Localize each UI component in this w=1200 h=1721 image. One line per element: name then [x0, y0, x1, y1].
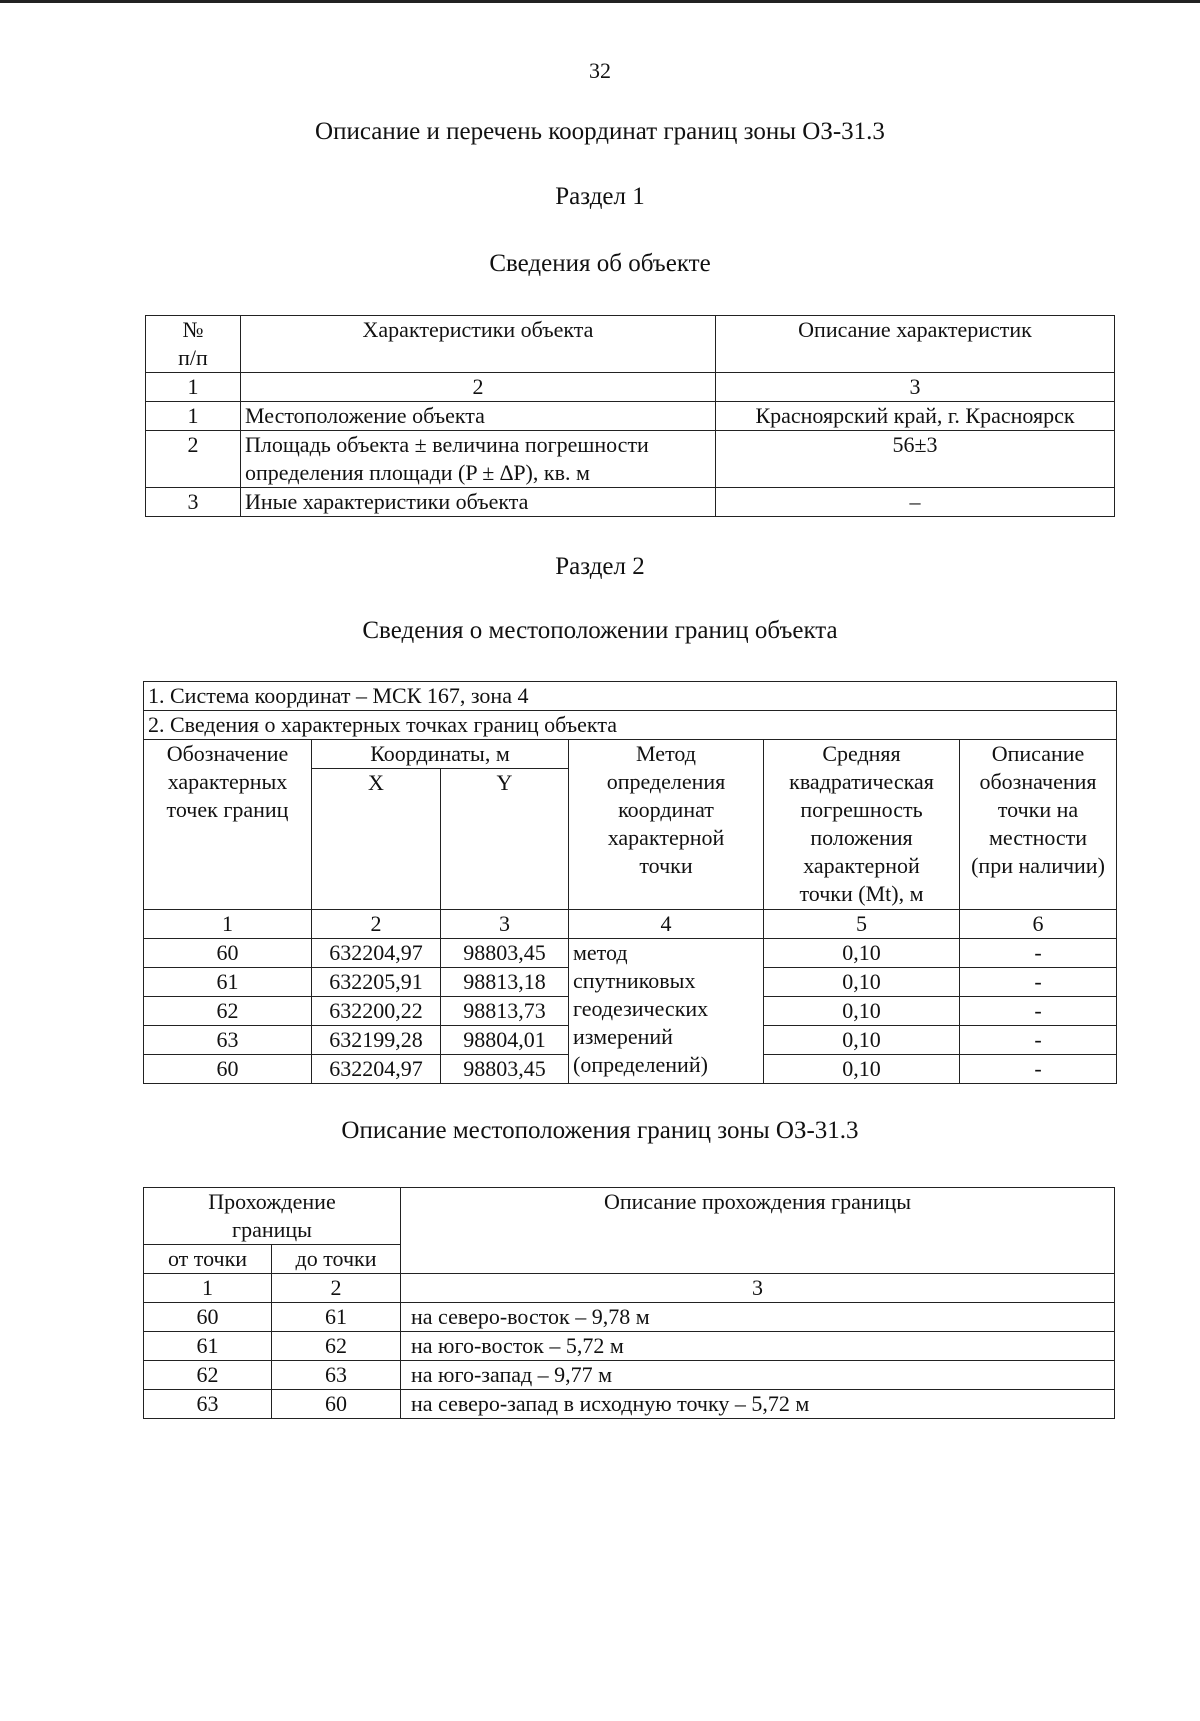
header-number: № п/п [146, 316, 241, 373]
row-description: Красноярский край, г. Красноярск [716, 402, 1115, 431]
to-point: 61 [272, 1303, 401, 1332]
to-point: 63 [272, 1361, 401, 1390]
from-point: 63 [144, 1390, 272, 1419]
index-cell: 2 [312, 910, 441, 939]
table-row [144, 1361, 1115, 1390]
table-row [144, 1332, 1115, 1361]
header-description: Описание характеристик [716, 316, 1115, 373]
from-point: 62 [144, 1361, 272, 1390]
boundary-passage-table [143, 1187, 1115, 1419]
header-method: Метод определения координат характерной точки [569, 740, 764, 910]
table-header-row [146, 316, 1115, 373]
coord-system: 1. Система координат – МСК 167, зона 4 [144, 682, 1117, 711]
index-cell: 3 [716, 373, 1115, 402]
point-mt: 0,10 [764, 968, 960, 997]
index-cell: 6 [960, 910, 1117, 939]
index-cell: 1 [144, 910, 312, 939]
page-number: 32 [589, 58, 611, 83]
object-info-table [145, 315, 1115, 517]
point-mt: 0,10 [764, 939, 960, 968]
points-title-row [144, 711, 1117, 740]
point-mt: 0,10 [764, 1055, 960, 1084]
point-x: 632199,28 [312, 1026, 441, 1055]
header-point-description: Описание обозначения точки на местности (при наличии) [960, 740, 1117, 910]
document-title: Описание и перечень координат границ зоны ОЗ-31.3 [315, 118, 885, 145]
header-error: Средняя квадратическая погрешность положения характерной точки (Mt), м [764, 740, 960, 910]
point-id: 63 [144, 1026, 312, 1055]
row-description: 56±3 [716, 431, 1115, 488]
header-x: X [312, 769, 441, 910]
to-point: 60 [272, 1390, 401, 1419]
boundary-points-table [143, 681, 1117, 1084]
point-y: 98803,45 [441, 1055, 569, 1084]
section-2-label: Раздел 2 [555, 553, 645, 580]
point-id: 60 [144, 939, 312, 968]
point-id: 62 [144, 997, 312, 1026]
index-row [144, 910, 1117, 939]
header-from: от точки [144, 1245, 272, 1274]
point-y: 98803,45 [441, 939, 569, 968]
index-cell: 3 [401, 1274, 1115, 1303]
row-characteristic: Иные характеристики объекта [241, 488, 716, 517]
header-coordinates: Координаты, м [312, 740, 569, 769]
point-id: 60 [144, 1055, 312, 1084]
point-mt: 0,10 [764, 997, 960, 1026]
table-row [144, 1303, 1115, 1332]
passage-description: на северо-запад в исходную точку – 5,72 м [401, 1390, 1115, 1419]
from-point: 61 [144, 1332, 272, 1361]
index-row [144, 1274, 1115, 1303]
section-1-heading: Сведения об объекте [489, 250, 711, 277]
section-2-heading: Сведения о местоположении границ объекта [362, 617, 838, 644]
index-cell: 5 [764, 910, 960, 939]
table-header-row [144, 1188, 1115, 1245]
table-header-row [144, 740, 1117, 769]
point-description: - [960, 939, 1117, 968]
index-cell: 1 [146, 373, 241, 402]
index-cell: 2 [241, 373, 716, 402]
point-id: 61 [144, 968, 312, 997]
point-x: 632205,91 [312, 968, 441, 997]
index-cell: 2 [272, 1274, 401, 1303]
section-3-heading: Описание местоположения границ зоны ОЗ-31.3 [341, 1117, 859, 1144]
header-passage-description: Описание прохождения границы [401, 1188, 1115, 1274]
table-row [144, 1390, 1115, 1419]
point-y: 98813,73 [441, 997, 569, 1026]
point-description: - [960, 997, 1117, 1026]
coord-system-row [144, 682, 1117, 711]
passage-description: на юго-восток – 5,72 м [401, 1332, 1115, 1361]
points-title: 2. Сведения о характерных точках границ объекта [144, 711, 1117, 740]
point-y: 98813,18 [441, 968, 569, 997]
point-mt: 0,10 [764, 1026, 960, 1055]
row-number: 1 [146, 402, 241, 431]
table-row [146, 402, 1115, 431]
passage-description: на юго-запад – 9,77 м [401, 1361, 1115, 1390]
from-point: 60 [144, 1303, 272, 1332]
table-row [146, 488, 1115, 517]
point-x: 632204,97 [312, 1055, 441, 1084]
index-cell: 4 [569, 910, 764, 939]
row-description: – [716, 488, 1115, 517]
index-row [146, 373, 1115, 402]
header-designation: Обозначение характерных точек границ [144, 740, 312, 910]
point-x: 632204,97 [312, 939, 441, 968]
index-cell: 3 [441, 910, 569, 939]
header-to: до точки [272, 1245, 401, 1274]
method-description: метод спутниковых геодезических измерений (определений) [569, 939, 764, 1084]
section-1-label: Раздел 1 [555, 183, 645, 210]
table-row [144, 939, 1117, 968]
passage-description: на северо-восток – 9,78 м [401, 1303, 1115, 1332]
point-y: 98804,01 [441, 1026, 569, 1055]
row-number: 3 [146, 488, 241, 517]
point-x: 632200,22 [312, 997, 441, 1026]
row-number: 2 [146, 431, 241, 488]
index-cell: 1 [144, 1274, 272, 1303]
header-passage: Прохождение границы [144, 1188, 401, 1245]
header-characteristic: Характеристики объекта [241, 316, 716, 373]
table-row [146, 431, 1115, 488]
row-characteristic: Площадь объекта ± величина погрешности определения площади (P ± ∆P), кв. м [241, 431, 716, 488]
row-characteristic: Местоположение объекта [241, 402, 716, 431]
top-border-line [0, 0, 1200, 3]
point-description: - [960, 1026, 1117, 1055]
to-point: 62 [272, 1332, 401, 1361]
header-y: Y [441, 769, 569, 910]
point-description: - [960, 1055, 1117, 1084]
point-description: - [960, 968, 1117, 997]
